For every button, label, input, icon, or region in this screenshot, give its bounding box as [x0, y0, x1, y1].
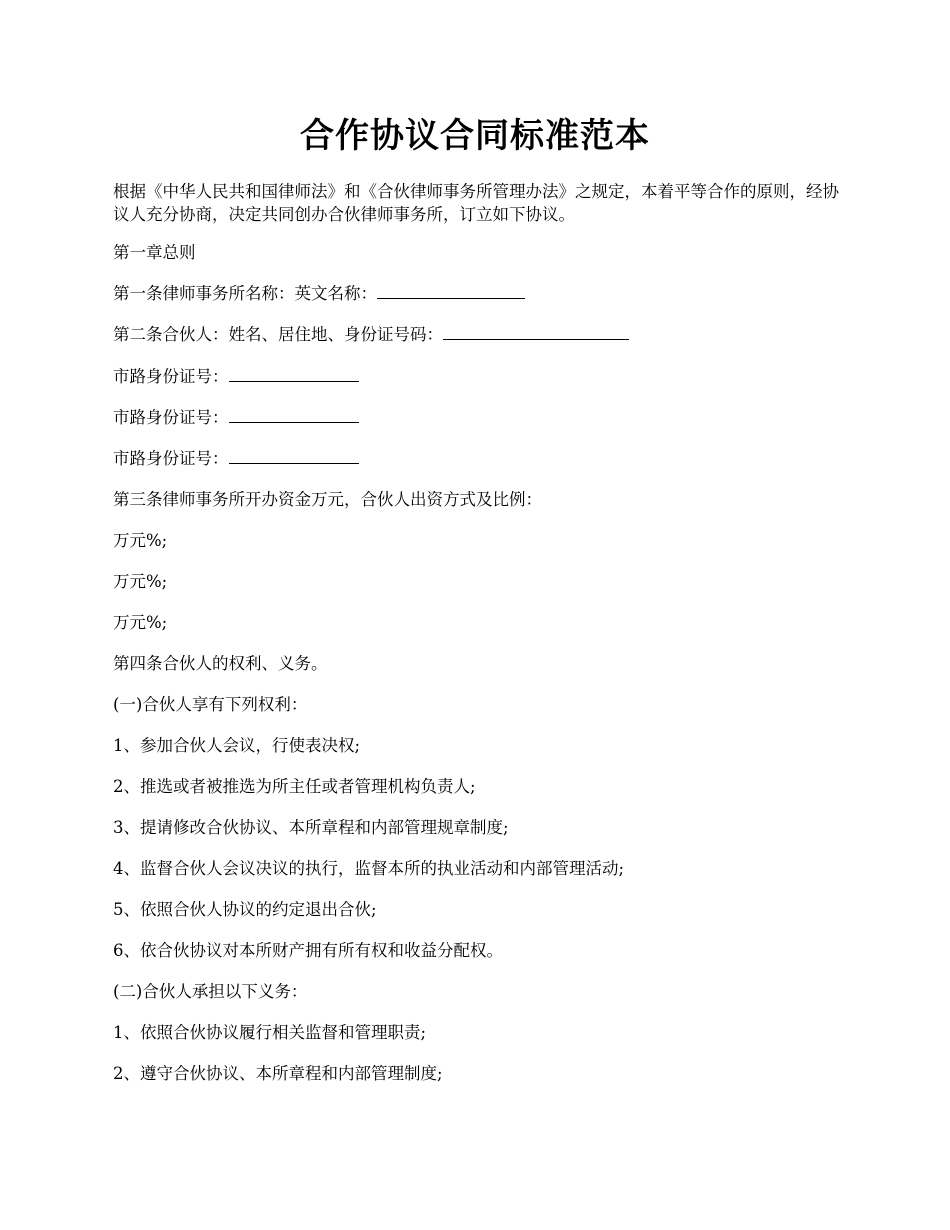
blank-line: [443, 323, 629, 340]
capital-line-2: 万元%;: [113, 572, 168, 591]
article-1-text: 第一条律师事务所名称：英文名称：: [113, 284, 377, 303]
right-item-1: 1、参加合伙人会议，行使表决权;: [113, 736, 361, 755]
blank-line: [229, 365, 359, 382]
intro-paragraph: 根据《中华人民共和国律师法》和《合伙律师事务所管理办法》之规定，本着平等合作的原则，经协议人充分协商，决定共同创办合伙律师事务所，订立如下协议。: [113, 182, 839, 224]
id-line-2: [113, 406, 853, 430]
chapter-heading: 第一章总则: [113, 243, 196, 262]
duty-item-1: 1、依照合伙协议履行相关监督和管理职责;: [113, 1023, 427, 1042]
article-3: 第三条律师事务所开办资金万元，合伙人出资方式及比例：: [113, 490, 542, 509]
document-title: 合作协议合同标准范本: [300, 116, 650, 156]
blank-line: [377, 282, 525, 299]
duty-item-2: 2、遵守合伙协议、本所章程和内部管理制度;: [113, 1064, 443, 1083]
article-1: [113, 282, 853, 306]
blank-line: [229, 447, 359, 464]
right-item-5: 5、依照合伙人协议的约定退出合伙;: [113, 900, 377, 919]
right-item-3: 3、提请修改合伙协议、本所章程和内部管理规章制度;: [113, 818, 509, 837]
id-line-1: [113, 365, 853, 389]
rights-heading: (一)合伙人享有下列权利：: [113, 695, 308, 714]
capital-line-3: 万元%;: [113, 613, 168, 632]
right-item-4: 4、监督合伙人会议决议的执行，监督本所的执业活动和内部管理活动;: [113, 859, 625, 878]
id-line-2-text: 市路身份证号：: [113, 408, 229, 427]
id-line-3-text: 市路身份证号：: [113, 449, 229, 468]
right-item-6: 6、依合伙协议对本所财产拥有所有权和收益分配权。: [113, 941, 503, 960]
id-line-3: [113, 447, 853, 471]
duties-heading: (二)合伙人承担以下义务：: [113, 982, 308, 1001]
article-4: 第四条合伙人的权利、义务。: [113, 654, 328, 673]
blank-line: [229, 406, 359, 423]
capital-line-1: 万元%;: [113, 531, 168, 550]
right-item-2: 2、推选或者被推选为所主任或者管理机构负责人;: [113, 777, 476, 796]
article-2: [113, 323, 853, 347]
id-line-1-text: 市路身份证号：: [113, 367, 229, 386]
article-2-text: 第二条合伙人：姓名、居住地、身份证号码：: [113, 325, 443, 344]
